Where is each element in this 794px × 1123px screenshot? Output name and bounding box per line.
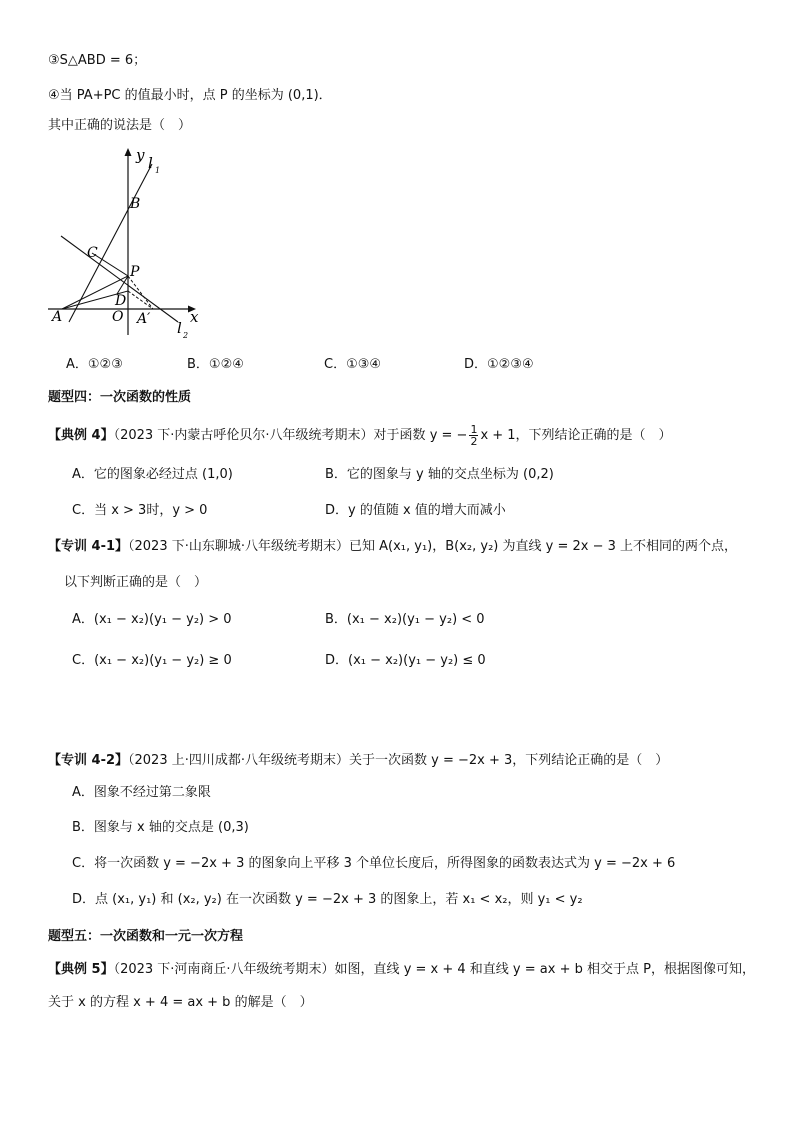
- t42-option-c[interactable]: C．将一次函数 y = −2x + 3 的图象向上平移 3 个单位长度后，所得图象的函数表达式为 y = −2x + 6: [72, 856, 676, 871]
- example-4-text-b: x + 1，下列结论正确的是（ ）: [480, 428, 672, 443]
- label-l1: l: [148, 154, 153, 172]
- example-5-head: 【典例 5】: [48, 962, 114, 977]
- training-4-1-head: 【专训 4-1】: [48, 539, 129, 554]
- section-5-title: 题型五：一次函数和一元一次方程: [48, 929, 244, 944]
- training-4-1-text: （2023 下·山东聊城·八年级统考期末）已知 A(x₁, y₁)，B(x₂, y₂) 为直线 y = 2x − 3 上不相同的两个点，: [128, 539, 738, 554]
- example-5-stem-2: 关于 x 的方程 x + 4 = ax + b 的解是（ ）: [48, 995, 313, 1010]
- training-4-2-stem: [48, 752, 668, 770]
- dashed-PAprime: [128, 276, 153, 309]
- section-4-title: 题型四：一次函数的性质: [48, 390, 192, 405]
- line-l1: [69, 164, 152, 322]
- statement-4: ④当 PA+PC 的值最小时，点 P 的坐标为 (0,1)．: [48, 88, 332, 103]
- label-l1-sub: 1: [155, 166, 161, 175]
- ex4-option-a[interactable]: A．它的图象必经过点 (1,0): [72, 467, 233, 482]
- example-5-text: （2023 下·河南商丘·八年级统考期末）如图，直线 y = x + 4 和直线 y = ax + b 相交于点 P，根据图像可知，: [113, 962, 755, 977]
- example-4-head: 【典例 4】: [48, 428, 114, 443]
- example-4-text-a: （2023 下·内蒙古呼伦贝尔·八年级统考期末）对于函数 y = −: [113, 428, 468, 443]
- t41-option-a[interactable]: A．(x₁ − x₂)(y₁ − y₂) > 0: [72, 612, 232, 627]
- t42-option-b[interactable]: B．图象与 x 轴的交点是 (0,3): [72, 820, 249, 835]
- label-B: B: [130, 196, 141, 212]
- training-4-1-stem: [48, 538, 737, 556]
- example-5-stem: [48, 961, 755, 979]
- label-y: y: [136, 146, 145, 164]
- choice-d[interactable]: D．①②③④: [464, 357, 534, 372]
- dashed-DAprime: [128, 291, 153, 309]
- t42-option-a[interactable]: A．图象不经过第二象限: [72, 785, 211, 800]
- question-prompt: 其中正确的说法是（ ）: [48, 118, 192, 133]
- fraction-denominator: 2: [470, 435, 478, 448]
- choice-c[interactable]: C．①③④: [324, 357, 382, 372]
- label-A: A: [52, 309, 63, 325]
- choice-b[interactable]: B．①②④: [187, 357, 244, 372]
- ex4-option-d[interactable]: D．y 的值随 x 值的增大而减小: [325, 503, 506, 518]
- training-4-1-stem-2: 以下判断正确的是（ ）: [64, 575, 208, 590]
- ex4-option-b[interactable]: B．它的图象与 y 轴的交点坐标为 (0,2): [325, 467, 554, 482]
- t41-option-d[interactable]: D．(x₁ − x₂)(y₁ − y₂) ≤ 0: [325, 653, 486, 668]
- example-4-stem: [48, 424, 672, 447]
- label-C: C: [87, 245, 98, 261]
- choice-a[interactable]: A．①②③: [66, 357, 123, 372]
- label-O: O: [112, 309, 124, 325]
- label-x: x: [190, 308, 199, 326]
- training-4-2-head: 【专训 4-2】: [48, 753, 129, 768]
- t42-option-d[interactable]: D．点 (x₁, y₁) 和 (x₂, y₂) 在一次函数 y = −2x + 3 的图象上，若 x₁ < x₂，则 y₁ < y₂: [72, 892, 583, 907]
- label-l2: l: [177, 319, 182, 337]
- fraction-numerator: 1: [470, 423, 478, 436]
- t41-option-b[interactable]: B．(x₁ − x₂)(y₁ − y₂) < 0: [325, 612, 485, 627]
- y-axis-arrow: [125, 148, 132, 156]
- label-A-prime: A′: [137, 311, 151, 327]
- fraction-half: [469, 424, 478, 447]
- ex4-option-c[interactable]: C．当 x > 3时，y > 0: [72, 503, 208, 518]
- statement-3: ③S△ABD = 6；: [48, 53, 147, 68]
- training-4-2-text: （2023 上·四川成都·八年级统考期末）关于一次函数 y = −2x + 3，下列结论正确的是（ ）: [128, 753, 669, 768]
- t41-option-c[interactable]: C．(x₁ − x₂)(y₁ − y₂) ≥ 0: [72, 653, 232, 668]
- label-D: D: [115, 293, 127, 309]
- label-P: P: [130, 264, 140, 280]
- geometry-figure: [40, 140, 210, 350]
- label-l2-sub: 2: [183, 331, 189, 340]
